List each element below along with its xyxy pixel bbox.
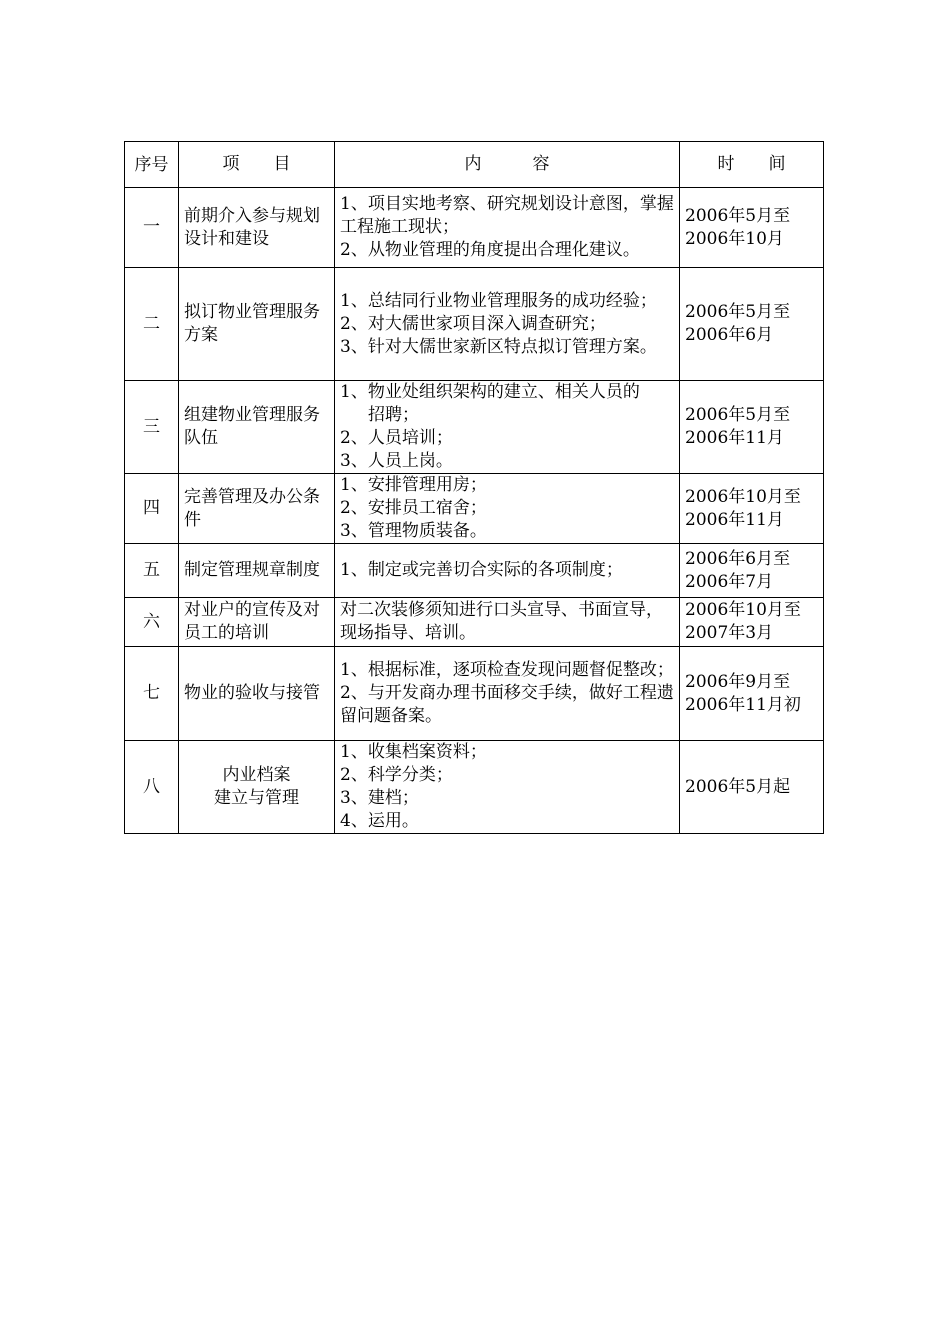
row-item: 制定管理规章制度 bbox=[179, 544, 335, 598]
row-seq: 五 bbox=[125, 544, 179, 598]
row-item: 物业的验收与接管 bbox=[179, 647, 335, 741]
content-line: 3、建档； bbox=[340, 788, 419, 808]
row-seq: 三 bbox=[125, 381, 179, 474]
row-content bbox=[335, 647, 680, 741]
row-content bbox=[335, 381, 680, 474]
time-line: 2006年5月起 bbox=[685, 776, 791, 797]
row-time bbox=[680, 544, 824, 598]
table-row bbox=[125, 474, 824, 544]
time-line: 2006年5月至 bbox=[685, 302, 791, 322]
time-line: 2006年6月至 bbox=[685, 548, 791, 569]
time-line: 2006年6月 bbox=[685, 325, 774, 345]
row-item: 前期介入参与规划设计和建设 bbox=[179, 188, 335, 268]
time-line: 2006年10月 bbox=[685, 228, 784, 249]
table-header-row bbox=[125, 142, 824, 188]
row-item: 完善管理及办公条件 bbox=[179, 474, 335, 544]
content-line: 1、总结同行业物业管理服务的成功经验； bbox=[340, 290, 657, 311]
row-seq: 七 bbox=[125, 647, 179, 741]
row-content bbox=[335, 544, 680, 598]
content-line: 1、项目实地考察、研究规划设计意图，掌握工程施工现状； bbox=[340, 194, 674, 237]
content-line: 2、与开发商办理书面移交手续，做好工程遗留问题备案。 bbox=[340, 683, 674, 726]
time-line: 2006年11月 bbox=[685, 428, 784, 448]
row-content bbox=[335, 268, 680, 381]
content-line: 4、运用。 bbox=[340, 811, 419, 831]
row-content bbox=[335, 741, 680, 834]
row-time bbox=[680, 741, 824, 834]
content-line: 1、安排管理用房； bbox=[340, 475, 487, 495]
content-line: 1、收集档案资料； bbox=[340, 742, 487, 762]
time-line: 2006年10月至 bbox=[685, 486, 801, 507]
row-seq: 二 bbox=[125, 268, 179, 381]
content-line: 1、物业处组织架构的建立、相关人员的 bbox=[340, 382, 640, 402]
time-line: 2007年3月 bbox=[685, 623, 774, 643]
content-line: 3、人员上岗。 bbox=[340, 451, 453, 471]
row-seq: 一 bbox=[125, 188, 179, 268]
time-line: 2006年11月初 bbox=[685, 694, 801, 715]
content-line: 1、制定或完善切合实际的各项制度； bbox=[340, 560, 623, 580]
row-time bbox=[680, 381, 824, 474]
row-time bbox=[680, 598, 824, 647]
row-time bbox=[680, 474, 824, 544]
item-line: 建立与管理 bbox=[214, 788, 299, 808]
time-line: 2006年9月至 bbox=[685, 671, 791, 692]
time-line: 2006年5月至 bbox=[685, 205, 791, 226]
table-row bbox=[125, 598, 824, 647]
content-line: 3、管理物质装备。 bbox=[340, 521, 487, 541]
time-line: 2006年7月 bbox=[685, 571, 774, 592]
header-seq: 序号 bbox=[125, 142, 179, 188]
row-item: 对业户的宣传及对员工的培训 bbox=[179, 598, 335, 647]
content-line: 1、根据标准，逐项检查发现问题督促整改； bbox=[340, 660, 674, 680]
header-time: 时 间 bbox=[680, 142, 824, 188]
time-line: 2006年11月 bbox=[685, 509, 784, 530]
table-row bbox=[125, 741, 824, 834]
time-line: 2006年5月至 bbox=[685, 405, 791, 425]
content-line: 2、科学分类； bbox=[340, 765, 453, 785]
content-line: 3、针对大儒世家新区特点拟订管理方案。 bbox=[340, 336, 657, 357]
content-line: 2、安排员工宿舍； bbox=[340, 498, 487, 518]
table-row bbox=[125, 647, 824, 741]
row-content bbox=[335, 474, 680, 544]
table-row bbox=[125, 188, 824, 268]
row-time bbox=[680, 268, 824, 381]
item-line: 内业档案 bbox=[222, 765, 291, 785]
row-seq: 八 bbox=[125, 741, 179, 834]
content-line: 2、人员培训； bbox=[340, 428, 453, 448]
header-content: 内 容 bbox=[335, 142, 680, 188]
row-seq: 六 bbox=[125, 598, 179, 647]
row-seq: 四 bbox=[125, 474, 179, 544]
table-row bbox=[125, 268, 824, 381]
row-content bbox=[335, 598, 680, 647]
row-time bbox=[680, 647, 824, 741]
row-item: 组建物业管理服务队伍 bbox=[179, 381, 335, 474]
row-item bbox=[179, 741, 335, 834]
time-line: 2006年10月至 bbox=[685, 600, 801, 620]
content-line: 2、从物业管理的角度提出合理化建议。 bbox=[340, 240, 640, 260]
row-time bbox=[680, 188, 824, 268]
schedule-table bbox=[124, 141, 824, 834]
content-line: 招聘； bbox=[368, 405, 419, 425]
row-content bbox=[335, 188, 680, 268]
row-item: 拟订物业管理服务方案 bbox=[179, 268, 335, 381]
content-line: 2、对大儒世家项目深入调查研究； bbox=[340, 313, 606, 334]
table-row bbox=[125, 381, 824, 474]
table-row bbox=[125, 544, 824, 598]
content-line: 对二次装修须知进行口头宣导、书面宣导，现场指导、培训。 bbox=[340, 600, 663, 643]
header-item: 项 目 bbox=[179, 142, 335, 188]
